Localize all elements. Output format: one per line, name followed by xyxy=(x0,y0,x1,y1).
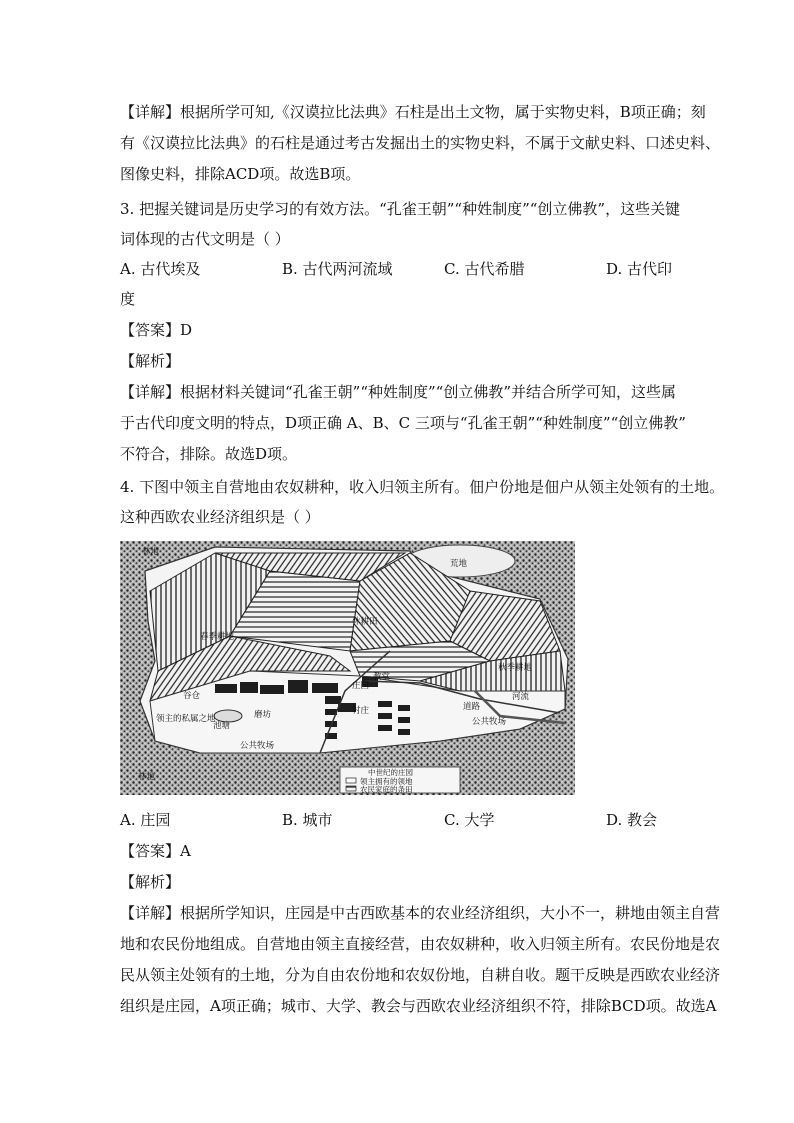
q4-analysis-heading: 【解析】 xyxy=(120,873,181,891)
label-woodland-south: 林地 xyxy=(138,772,156,782)
q3-option-c: C. 古代希腊 xyxy=(444,260,525,278)
q4-analysis-line-1: 【详解】根据所学知识，庄园是中古西欧基本的农业经济组织，大小不一，耕地由领主自营 xyxy=(120,904,721,922)
q3-analysis-line-3: 不符合，排除。故选D项。 xyxy=(120,445,298,463)
q4-option-b: B. 城市 xyxy=(282,811,333,829)
q2-analysis-line-1: 【详解】根据所学可知,《汉谟拉比法典》石柱是出土文物，属于实物史料，B项正确；刻 xyxy=(120,103,706,121)
q2-analysis-line-2: 有《汉谟拉比法典》的石柱是通过考古发掘出土的实物史料，不属于文献史料、口述史料、 xyxy=(120,134,721,152)
legend-title: 中世纪的庄园 xyxy=(368,768,413,777)
q3-answer: 【答案】D xyxy=(120,321,193,339)
label-woodland-north: 林地 xyxy=(142,547,160,557)
manor-map xyxy=(120,541,575,795)
legend-peasant-strips: 农民家庭的条田 xyxy=(360,785,413,794)
label-spring-field: 春季耕地 xyxy=(200,632,235,642)
q4-analysis-line-4: 组织是庄园，A项正确；城市、大学、教会与西欧农业经济组织不符，排除BCD项。故选A xyxy=(120,997,717,1015)
label-river: 河流 xyxy=(512,692,530,702)
q3-analysis-heading: 【解析】 xyxy=(120,352,181,370)
label-wasteland: 荒地 xyxy=(450,559,468,569)
q4-stem-line-2: 这种西欧农业经济组织是（ ） xyxy=(120,508,320,526)
q4-analysis-line-2: 地和农民份地组成。自营地由领主直接经营，由农奴耕种，收入归领主所有。农民份地是农 xyxy=(120,935,721,953)
q3-option-d: D. 古代印 xyxy=(606,260,673,278)
label-autumn-field: 秋季耕地 xyxy=(498,663,533,673)
label-mill: 磨坊 xyxy=(254,710,272,720)
label-village: 村庄 xyxy=(352,706,370,716)
q3-analysis-line-2: 于古代印度文明的特点，D项正确 A、B、C 三项与“孔雀王朝”“种姓制度”“创立佛教” xyxy=(120,414,686,432)
q4-stem-line-1: 4. 下图中领主自营地由农奴耕种，收入归领主所有。佃户份地是佃户从领主处领有的土地。 xyxy=(120,478,725,496)
label-manor-house: 庄园 xyxy=(352,681,370,691)
q3-stem-line-1: 3. 把握关键词是历史学习的有效方法。“孔雀王朝”“种姓制度”“创立佛教”，这些关键 xyxy=(120,200,681,218)
label-common-pasture-south: 公共牧场 xyxy=(240,741,275,751)
q4-answer: 【答案】A xyxy=(120,842,191,860)
q4-option-c: C. 大学 xyxy=(444,811,495,829)
q2-analysis-line-3: 图像史料，排除ACD项。故选B项。 xyxy=(120,165,361,183)
q3-option-d-wrap: 度 xyxy=(120,290,136,308)
q4-analysis-line-3: 民从领主处领有的土地，分为自由农份地和农奴份地，自耕自收。题干反映是西欧农业经济 xyxy=(120,966,721,984)
q3-option-b: B. 古代两河流域 xyxy=(282,260,393,278)
map-legend xyxy=(340,767,460,794)
label-road: 道路 xyxy=(463,702,481,712)
label-barn: 谷仓 xyxy=(183,691,201,701)
q4-option-a: A. 庄园 xyxy=(120,811,171,829)
label-pond: 池塘 xyxy=(213,721,231,731)
legend-lord-demesne: 领主拥有的领地 xyxy=(360,777,413,786)
q3-stem-line-2: 词体现的古代文明是（ ） xyxy=(120,230,290,248)
q3-analysis-line-1: 【详解】根据材料关键词“孔雀王朝”“种姓制度”“创立佛教”并结合所学可知，这些属 xyxy=(120,383,677,401)
label-church: 教堂 xyxy=(373,672,391,682)
q4-option-d: D. 教会 xyxy=(606,811,658,829)
q3-option-a: A. 古代埃及 xyxy=(120,260,201,278)
label-common-pasture-east: 公共牧场 xyxy=(472,717,507,727)
label-fallow: 休耕田 xyxy=(352,617,378,627)
label-lord-private-land: 领主的私属之地 xyxy=(156,714,216,724)
